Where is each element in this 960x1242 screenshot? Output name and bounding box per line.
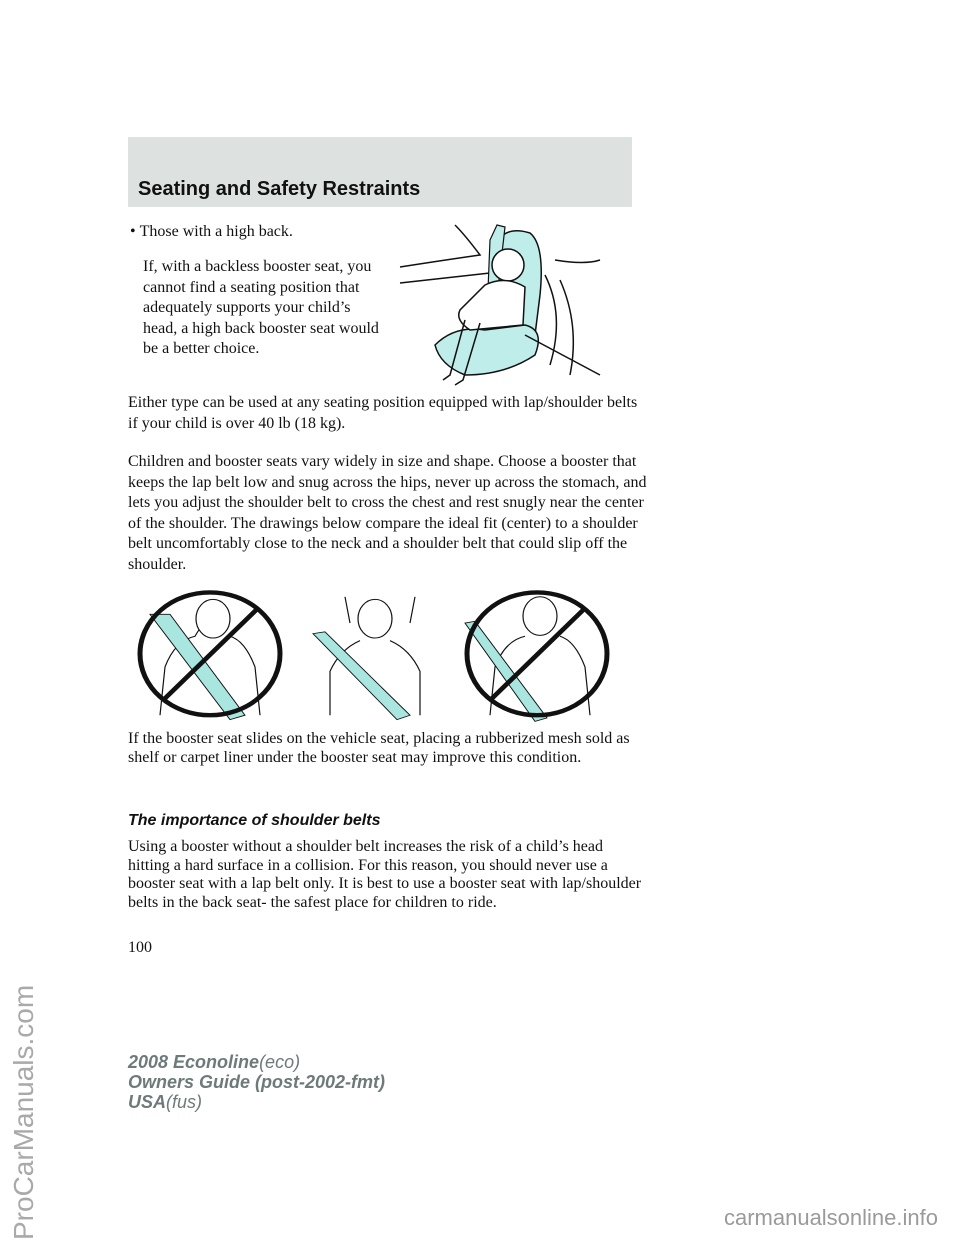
watermark-left: ProCarManuals.com: [8, 984, 39, 1240]
page-number: 100: [128, 939, 152, 956]
section-title: Seating and Safety Restraints: [138, 178, 421, 200]
ideal-fit-drawing: [313, 597, 420, 720]
too-close-to-neck-drawing: [140, 592, 280, 719]
footer-model: 2008 Econoline: [128, 1052, 260, 1072]
paragraph-5: Using a booster without a shoulder belt increases the risk of a child’s head hitting a hard surface in a collision. For this reason, you should never use a booster seat with a lap belt only. It is best to use a booster seat with lap/shoulder belts in the back seat- the safest place for children to ride.: [128, 838, 642, 911]
belt-fit-comparison-illustration: [135, 588, 615, 724]
section-header: [128, 137, 632, 207]
paragraph-4: If the booster seat slides on the vehicle seat, placing a rubberized mesh sold as shelf or carpet liner under the booster seat may improve this condition.: [128, 730, 630, 766]
subheading: The importance of shoulder belts: [128, 812, 381, 829]
bullet-text: Those with a high back.: [139, 223, 293, 240]
bullet-item: • Those with a high back.: [130, 223, 293, 240]
footer-region-code: (fus): [166, 1092, 203, 1112]
footer-guide: Owners Guide (post-2002-fmt): [128, 1072, 386, 1092]
footer-region: USA: [128, 1092, 167, 1112]
slips-off-shoulder-drawing: [465, 592, 607, 721]
footer: [128, 1052, 385, 1112]
footer-model-code: (eco): [259, 1052, 301, 1072]
watermark-bottom: carmanualsonline.info: [723, 1205, 938, 1230]
paragraph-3: Children and booster seats vary widely in size and shape. Choose a booster that keeps the lap belt low and snug across the hips, never up across the stomach, and lets you adjust the shoulder belt to cross the chest and rest snugly near the center of the shoulder. The drawings below compare the ideal fit (center) to a shoulder belt uncomfortably close to the neck and a shoulder belt that could slip off the shoulder.: [128, 453, 647, 573]
paragraph-1: If, with a backless booster seat, you cannot find a seating position that adequately supports your child’s head, a high back booster seat would be a better choice.: [143, 258, 379, 357]
booster-seat-illustration: [395, 215, 610, 387]
paragraph-2: Either type can be used at any seating position equipped with lap/shoulder belts if your child is over 40 lb (18 kg).: [128, 394, 638, 432]
